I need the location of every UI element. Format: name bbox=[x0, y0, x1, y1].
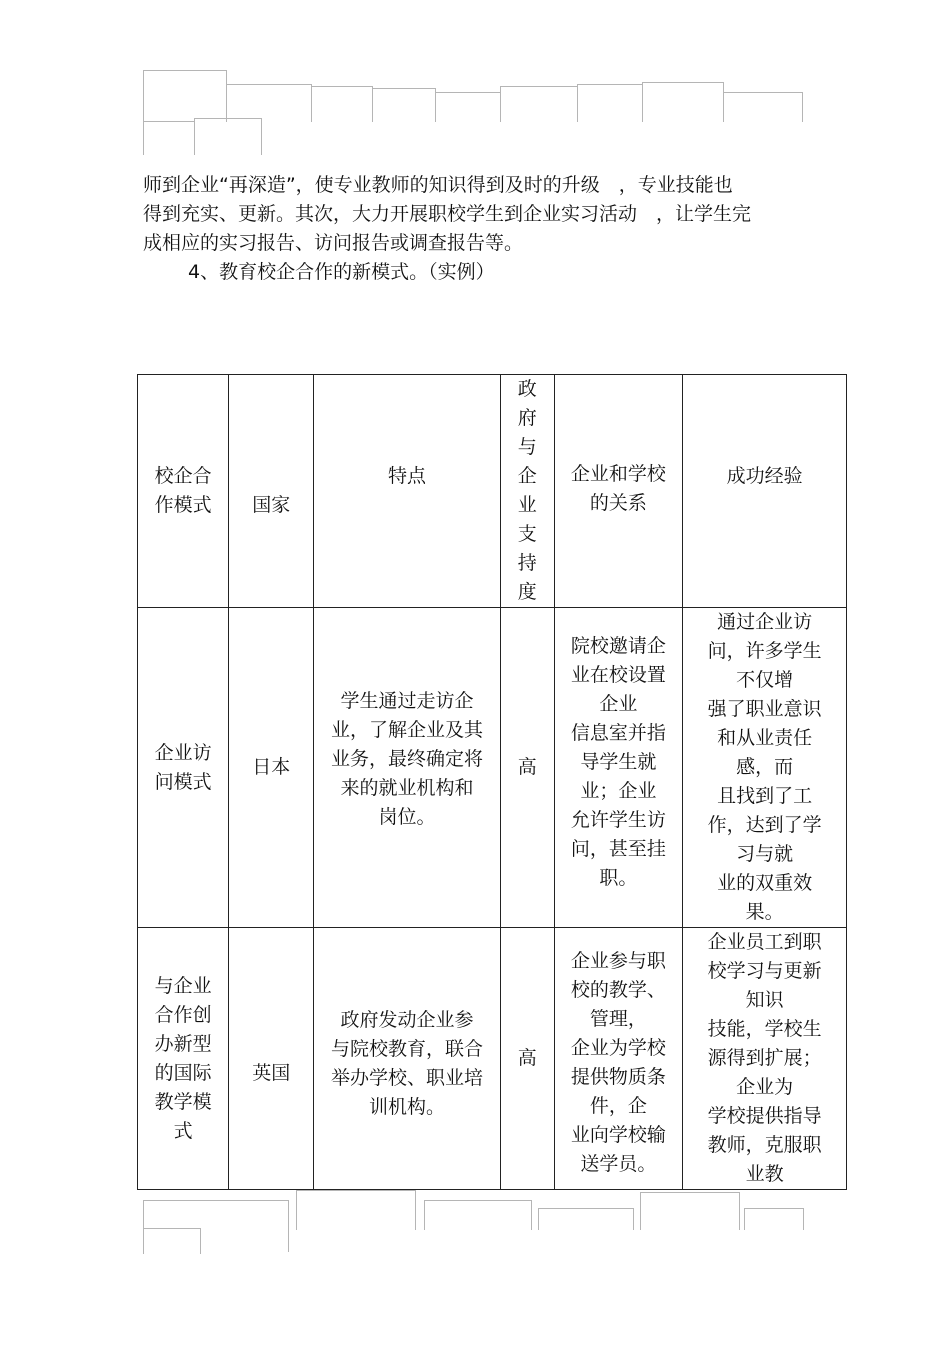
scan-fragment bbox=[424, 1200, 532, 1230]
cell-mode: 企业访 问模式 bbox=[138, 608, 229, 928]
cell-experience: 企业员工到职 校学习与更新 知识 技能，学校生 源得到扩展； 企业为 学校提供指导 教师，克服职 业教 bbox=[683, 928, 847, 1190]
cell-feature: 政府发动企业参 与院校教育，联合 举办学校、职业培 训机构。 bbox=[314, 928, 501, 1190]
header-feature: 特点 bbox=[314, 375, 501, 608]
header-relation: 企业和学校 的关系 bbox=[554, 375, 683, 608]
scan-fragment bbox=[435, 92, 501, 122]
cell-mode: 与企业 合作创 办新型 的国际 教学模 式 bbox=[138, 928, 229, 1190]
cell-support: 高 bbox=[500, 928, 554, 1190]
intro-paragraph bbox=[143, 171, 823, 258]
scan-fragment bbox=[194, 118, 262, 155]
cell-relation: 院校邀请企 业在校设置 企业 信息室并指 导学生就 业；企业 允许学生访 问，甚至挂 职。 bbox=[554, 608, 683, 928]
cell-feature: 学生通过走访企 业，了解企业及其 业务，最终确定将 来的就业机构和 岗位。 bbox=[314, 608, 501, 928]
intro-line: 师到企业“再深造”，使专业教师的知识得到及时的升级 ，专业技能也 bbox=[143, 174, 733, 196]
header-country: 国家 bbox=[229, 375, 314, 608]
cooperation-mode-table bbox=[137, 374, 847, 1190]
scan-fragment bbox=[500, 86, 578, 122]
section-heading: 4、教育校企合作的新模式。（实例） bbox=[188, 261, 495, 283]
table-row bbox=[138, 608, 847, 928]
intro-line: 得到充实、更新。其次，大力开展职校学生到企业实习活动 ，让学生完 bbox=[143, 203, 752, 225]
scan-fragment bbox=[311, 86, 373, 122]
scan-fragment bbox=[143, 121, 195, 155]
cell-support: 高 bbox=[500, 608, 554, 928]
header-mode: 校企合 作模式 bbox=[138, 375, 229, 608]
scan-fragment bbox=[577, 84, 643, 122]
scan-fragment bbox=[642, 82, 724, 122]
scan-fragment bbox=[640, 1192, 740, 1230]
scan-fragment bbox=[143, 70, 227, 122]
cell-experience: 通过企业访 问，许多学生 不仅增 强了职业意识 和从业责任 感，而 且找到了工 作，达到了学 习与就 业的双重效 果。 bbox=[683, 608, 847, 928]
intro-line: 成相应的实习报告、访问报告或调查报告等。 bbox=[143, 232, 524, 254]
scan-fragment bbox=[744, 1208, 804, 1230]
scan-fragment bbox=[296, 1190, 416, 1230]
scan-fragment bbox=[226, 84, 312, 122]
scan-fragment bbox=[723, 92, 803, 122]
cell-country: 英国 bbox=[229, 928, 314, 1190]
header-experience: 成功经验 bbox=[683, 375, 847, 608]
cell-country: 日本 bbox=[229, 608, 314, 928]
table-row bbox=[138, 928, 847, 1190]
scan-fragment bbox=[372, 88, 436, 122]
header-support: 政 府 与 企 业 支 持 度 bbox=[500, 375, 554, 608]
scan-fragment bbox=[143, 1228, 201, 1254]
table-header-row bbox=[138, 375, 847, 608]
scan-fragment bbox=[538, 1208, 634, 1230]
cell-relation: 企业参与职 校的教学、 管理， 企业为学校 提供物质条 件，企 业向学校输 送学员。 bbox=[554, 928, 683, 1190]
